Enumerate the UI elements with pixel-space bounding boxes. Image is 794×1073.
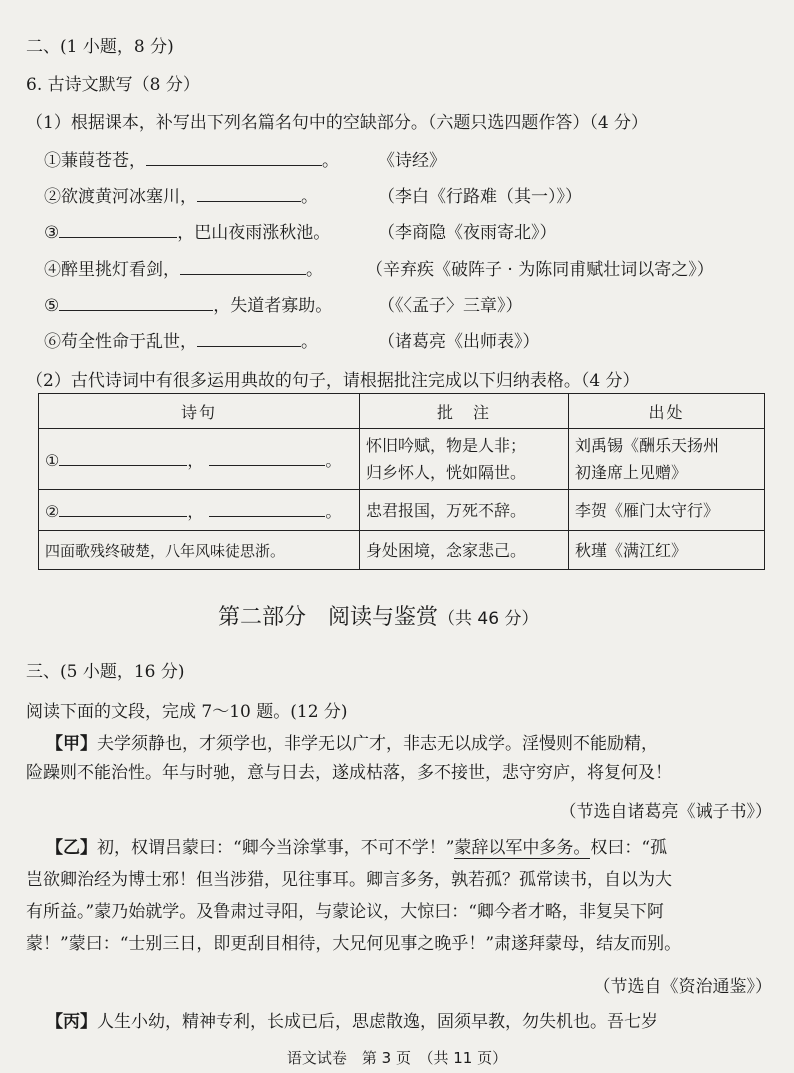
answer-blank[interactable]: [59, 223, 177, 238]
item-text: ，失道者寡助。: [213, 296, 333, 316]
item-text: 蒹葭苍苍，: [61, 151, 146, 171]
question-title: 6. 古诗文默写（8 分）: [26, 75, 200, 95]
passage-label: 【甲】: [46, 734, 97, 754]
item-source: （《〈孟子〉三章》）: [378, 296, 523, 316]
source-line: 刘禹锡《酬乐天扬州: [575, 436, 720, 455]
item-number: ②: [44, 187, 61, 207]
fill-item: [44, 291, 332, 316]
item-source: （李商隐《夜雨寄北》）: [378, 223, 557, 243]
item-number: ⑥: [44, 332, 61, 352]
item-source: 《诗经》: [378, 151, 446, 171]
answer-blank[interactable]: [59, 296, 213, 311]
fill-item: [44, 182, 318, 207]
part-score: （共 46 分）: [438, 609, 539, 629]
passage-line: 蒙！”蒙曰：“士别三日，即更刮目相待，大兄何见事之晚乎！”肃遂拜蒙母，结友而别。: [26, 934, 682, 954]
item-number: ④: [44, 260, 61, 280]
source-cell: 秋瑾《满江红》: [569, 531, 765, 570]
source-cell: [569, 429, 765, 490]
item-source: （诸葛亮《出师表》）: [378, 332, 540, 352]
item-text: 苟全性命于乱世，: [61, 332, 197, 352]
section-header: 二、(1 小题，8 分): [26, 37, 174, 57]
note-cell: [360, 429, 569, 490]
item-text: 醉里挑灯看剑，: [61, 260, 180, 280]
item-text: 。: [301, 332, 318, 352]
source-cell: 李贺《雁门太守行》: [569, 490, 765, 531]
question-instruction: （2）古代诗词中有很多运用典故的句子，请根据批注完成以下归纳表格。（4 分）: [26, 371, 640, 391]
passage-bing: [26, 1008, 778, 1037]
answer-blank[interactable]: [197, 187, 301, 202]
passage-line: 夫学须静也，才须学也，非学无以广才，非志无以成学。淫慢则不能励精，: [97, 734, 658, 754]
item-text: ，巴山夜雨涨秋池。: [177, 223, 331, 243]
passage-line: 险躁则不能治性。年与时驰，意与日去，遂成枯落，多不接世，悲守穷庐，将复何及！: [26, 763, 672, 783]
note-line: 归乡怀人，恍如隔世。: [366, 463, 527, 482]
fill-item: [44, 218, 330, 243]
section-header: 三、(5 小题，16 分): [26, 662, 185, 682]
answer-blank[interactable]: [209, 451, 325, 466]
answer-blank[interactable]: [59, 502, 187, 517]
passage-yi: [26, 832, 778, 960]
page-footer: 语文试卷 第 3 页 （共 11 页）: [286, 1049, 508, 1067]
item-source: （李白《行路难（其一）》）: [378, 187, 582, 207]
table-row: [39, 429, 765, 490]
item-number: ⑤: [44, 296, 60, 316]
reading-instruction: 阅读下面的文段，完成 7～10 题。(12 分): [26, 702, 348, 722]
fill-item: [44, 146, 339, 171]
underlined-sentence: 蒙辞以军中多务。: [454, 838, 591, 858]
passage-source: （节选自诸葛亮《诫子书》）: [559, 802, 772, 822]
poem-cell[interactable]: ② ， 。: [39, 490, 360, 531]
table-row: [39, 490, 765, 531]
answer-blank[interactable]: [197, 332, 301, 347]
answer-blank[interactable]: [59, 451, 187, 466]
item-number: ①: [44, 151, 61, 171]
allusion-table: [38, 393, 765, 570]
column-header: 出处: [569, 394, 765, 429]
passage-line: 人生小幼，精神专利，长成已后，思虑散逸，固须早教，勿失机也。吾七岁: [97, 1012, 658, 1032]
answer-blank[interactable]: [180, 260, 306, 275]
item-number: ①: [45, 450, 60, 470]
passage-line: 权曰：“孤: [590, 838, 668, 858]
item-source: （辛弃疾《破阵子 · 为陈同甫赋壮词以寄之》）: [366, 260, 714, 280]
passage-jia: [26, 730, 778, 788]
passage-line: 初，权谓吕蒙曰：“卿今当涂掌事，不可不学！”: [97, 838, 455, 858]
passage-label: 【乙】: [46, 838, 97, 858]
item-number: ③: [44, 223, 60, 243]
column-header: 诗句: [39, 394, 360, 429]
passage-line: 岂欲卿治经为博士邪！但当涉猎，见往事耳。卿言多务，孰若孤？孤常读书，自以为大: [26, 870, 672, 890]
table-header-row: [39, 394, 765, 429]
part-title-text: 第二部分 阅读与鉴赏: [218, 605, 439, 630]
note-line: 怀旧吟赋，物是人非；: [366, 436, 527, 455]
item-text: 欲渡黄河冰塞川，: [61, 187, 197, 207]
passage-source: （节选自《资治通鉴》）: [593, 977, 772, 997]
fill-item: [44, 255, 323, 280]
note-cell: 忠君报国，万死不辞。: [360, 490, 569, 531]
answer-blank[interactable]: [209, 502, 325, 517]
question-instruction: （1）根据课本，补写出下列名篇名句中的空缺部分。（六题只选四题作答）（4 分）: [26, 113, 649, 133]
answer-blank[interactable]: [146, 151, 322, 166]
item-text: 。: [301, 187, 318, 207]
item-text: 。: [306, 260, 323, 280]
poem-cell[interactable]: ① ， 。: [39, 429, 360, 490]
passage-label: 【丙】: [46, 1012, 97, 1032]
item-number: ②: [45, 501, 60, 521]
passage-line: 有所益。”蒙乃始就学。及鲁肃过寻阳，与蒙论议，大惊曰：“卿今者才略，非复吴下阿: [26, 902, 664, 922]
part-title: [218, 600, 538, 631]
item-text: 。: [322, 151, 339, 171]
poem-cell: 四面歌残终破楚，八年风味徒思浙。: [39, 531, 360, 570]
table-row: [39, 531, 765, 570]
source-line: 初逢席上见赠》: [575, 463, 688, 482]
fill-item: [44, 327, 318, 352]
note-cell: 身处困境，念家悲己。: [360, 531, 569, 570]
column-header: 批 注: [360, 394, 569, 429]
